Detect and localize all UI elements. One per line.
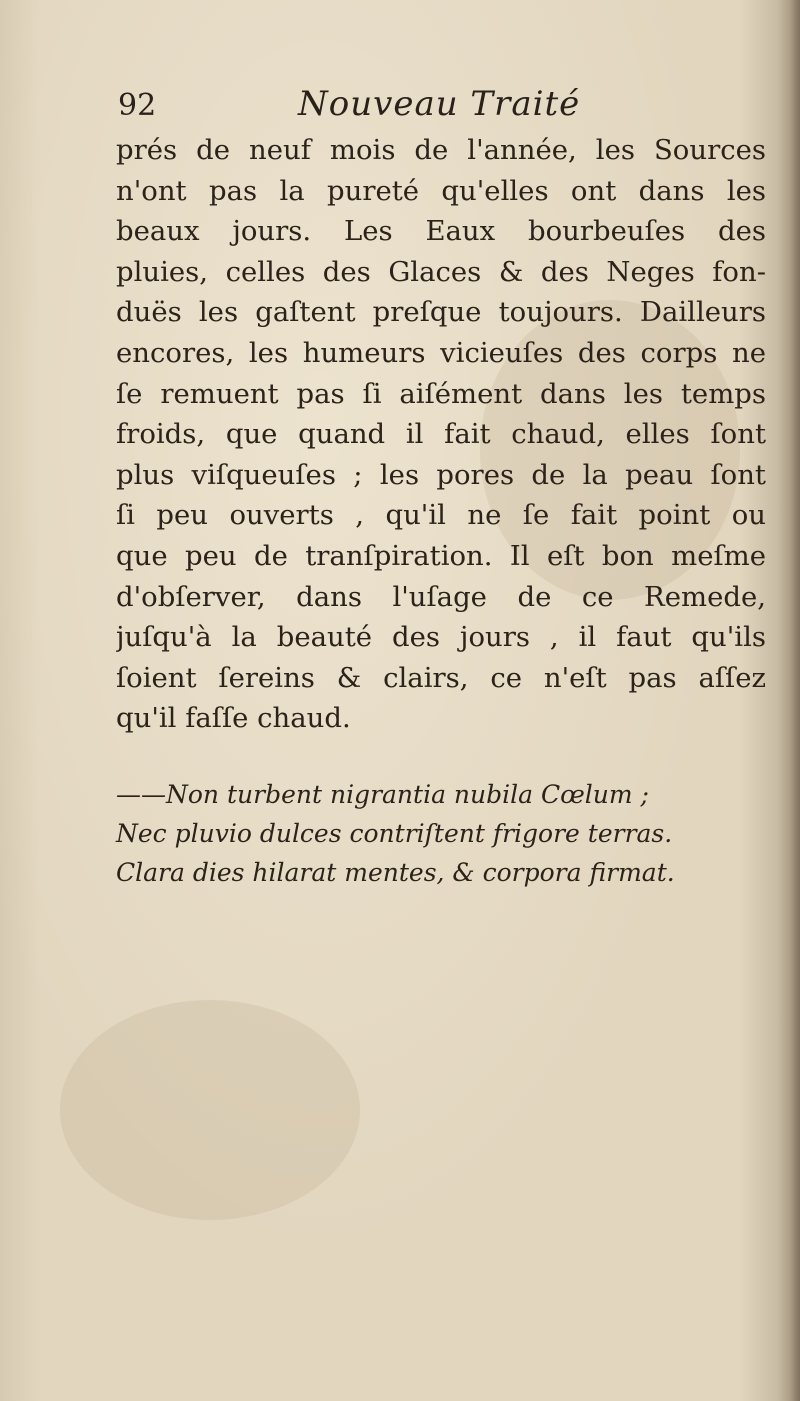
text-line: beaux jours. Les Eaux bourbeuſes des: [116, 215, 766, 248]
latin-verse-quotation: [116, 775, 776, 892]
text-line: que peu de tranſpiration. Il eſt bon meſme: [116, 539, 766, 572]
running-head: Nouveau Traité: [298, 84, 581, 124]
page-number: 92: [118, 88, 157, 123]
text-line: ſoient ſereins & clairs, ce n'eſt pas aſſez: [116, 661, 766, 694]
text-line: duës les gaſtent preſque toujours. Dailleurs: [116, 296, 766, 329]
page-edge-shadow: [778, 0, 800, 1401]
body-paragraph: [116, 130, 766, 739]
verse-line: ——Non turbent nigrantia nubila Cœlum ;: [116, 780, 649, 809]
text-line: plus viſqueuſes ; les pores de la peau ſont: [116, 458, 766, 491]
text-line: juſqu'à la beauté des jours , il faut qu'ils: [116, 621, 766, 654]
text-line: qu'il faſſe chaud.: [116, 702, 351, 735]
text-line: encores, les humeurs vicieuſes des corps ne: [116, 336, 766, 369]
text-line: froids, que quand il fait chaud, elles ſont: [116, 418, 766, 451]
text-line: pluies, celles des Glaces & des Neges fon-: [116, 255, 766, 288]
verse-line: Clara dies hilarat mentes, & corpora firmat.: [116, 858, 675, 887]
text-line: ſi peu ouverts , qu'il ne ſe fait point ou: [116, 499, 766, 532]
text-line: d'obſerver, dans l'uſage de ce Remede,: [116, 580, 766, 613]
text-line: n'ont pas la pureté qu'elles ont dans les: [116, 174, 766, 207]
page-header: [118, 78, 758, 128]
text-line: ſe remuent pas ſi aiſément dans les temps: [116, 377, 766, 410]
text-line: prés de neuf mois de l'année, les Sources: [116, 134, 766, 166]
paper-stain: [60, 1000, 360, 1220]
verse-line: Nec pluvio dulces contriſtent frigore terras.: [116, 819, 673, 848]
